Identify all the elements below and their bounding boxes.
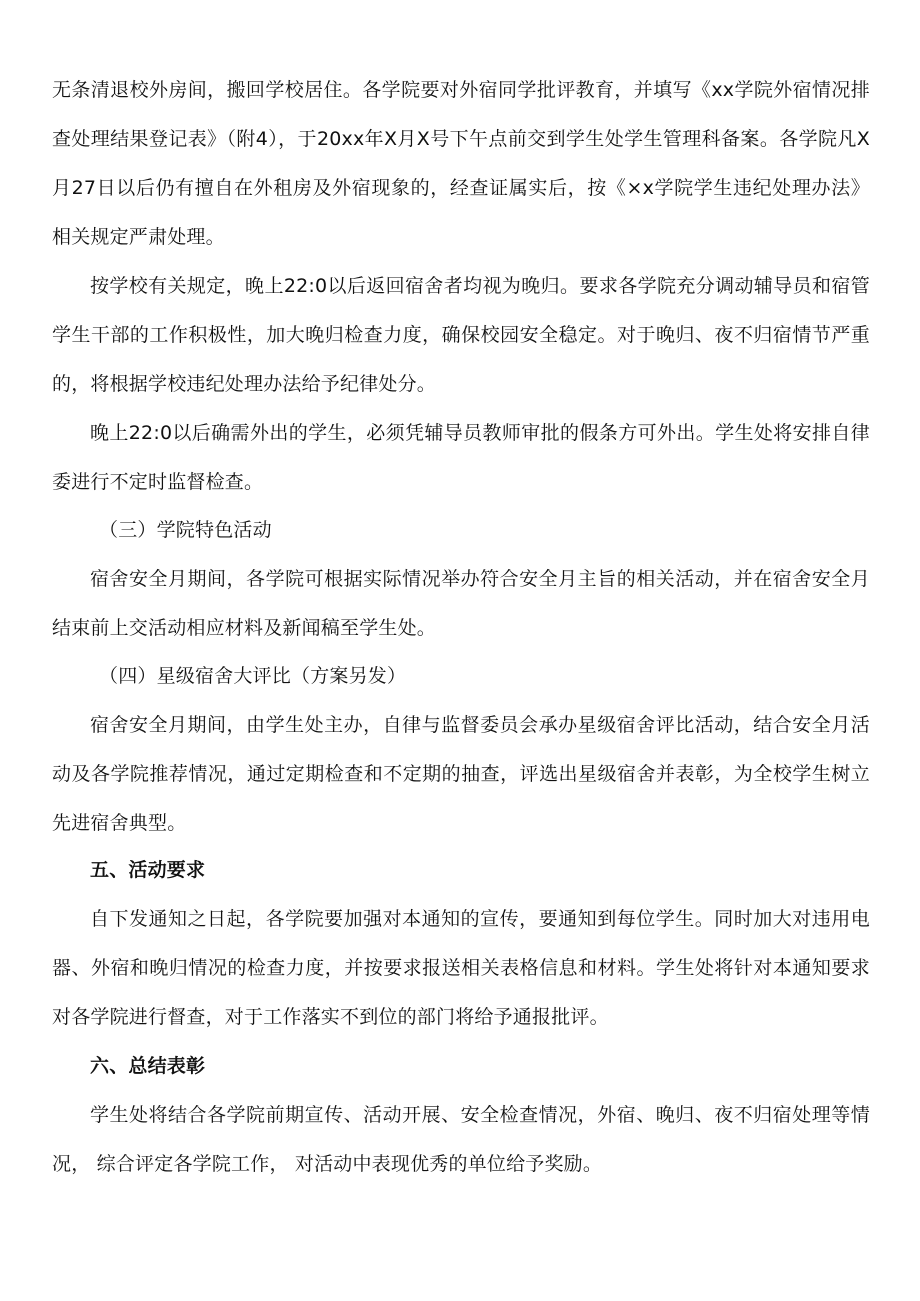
paragraph-going-out: 晚上22:0以后确需外出的学生，必须凭辅导员教师审批的假条方可外出。学生处将安排自律委进行不定时监督检查。 [52, 422, 870, 493]
section-heading-requirements: 五、活动要求 [90, 859, 206, 881]
paragraph-star-dorm: 宿舍安全月期间，由学生处主办，自律与监督委员会承办星级宿舍评比活动，结合安全月活动及各学院推荐情况，通过定期检查和不定期的抽查，评选出星级宿舍并表彰，为全校学生树立先进宿舍典型。 [52, 714, 870, 834]
section-heading-star-dorm: （四）星级宿舍大评比（方案另发） [99, 665, 407, 687]
paragraph-summary: 学生处将结合各学院前期宣传、活动开展、安全检查情况，外宿、晚归、夜不归宿处理等情况， 综合评定各学院工作， 对活动中表现优秀的单位给予奖励。 [52, 1104, 870, 1175]
paragraph-requirements: 自下发通知之日起，各学院要加强对本通知的宣传，要通知到每位学生。同时加大对违用电器、外宿和晚归情况的检查力度，并按要求报送相关表格信息和材料。学生处将针对本通知要求对各学院进行督查，对于工作落实不到位的部门将给予通报批评。 [52, 908, 870, 1028]
paragraph-dorm-eviction: 无条清退校外房间，搬回学校居住。各学院要对外宿同学批评教育，并填写《xx学院外宿情况排查处理结果登记表》（附4），于20xx年X月X号下午点前交到学生处学生管理科备案。各学院凡X月27日以后仍有擅自在外租房及外宿现象的，经查证属实后，按《×x学院学生违纪处理办法》相关规定严肃处理。 [52, 79, 870, 248]
paragraph-safety-month-activities: 宿舍安全月期间，各学院可根据实际情况举办符合安全月主旨的相关活动，并在宿舍安全月结束前上交活动相应材料及新闻稿至学生处。 [52, 568, 870, 639]
paragraph-late-return: 按学校有关规定，晚上22:0以后返回宿舍者均视为晚归。要求各学院充分调动辅导员和宿管学生干部的工作积极性，加大晚归检查力度，确保校园安全稳定。对于晚归、夜不归宿情节严重的，将根据学校违纪处理办法给予纪律处分。 [52, 275, 870, 395]
section-heading-college-activities: （三）学院特色活动 [99, 519, 272, 541]
section-heading-summary: 六、总结表彰 [90, 1055, 206, 1077]
